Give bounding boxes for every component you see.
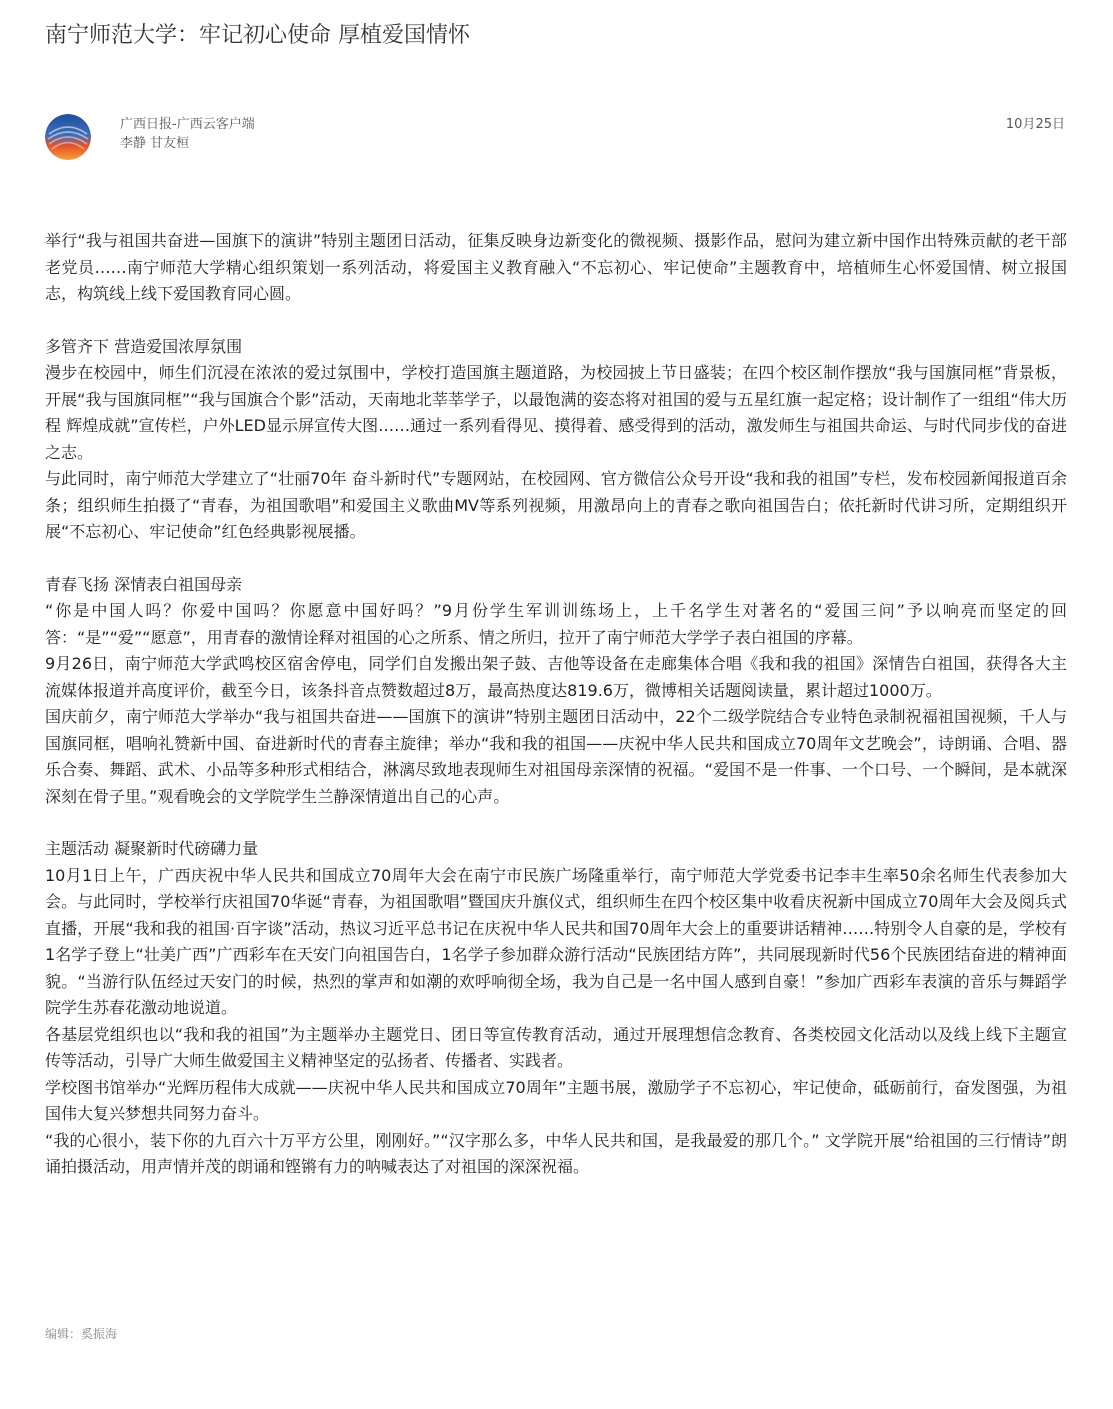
article-title: 南宁师范大学：牢记初心使命 厚植爱国情怀 (45, 23, 470, 48)
section-heading: 主题活动 凝聚新时代磅礴力量 (45, 839, 259, 858)
body-paragraph: 国庆前夕，南宁师范大学举办“我与祖国共奋进——国旗下的演讲”特别主题团日活动中，22个二级学院结合专业特色录制祝福祖国视频，千人与国旗同框，唱响礼赞新中国、奋进新时代的青春主旋律；举办“我和我的祖国——庆祝中华人民共和国成立70周年文艺晚会”，诗朗诵、合唱、器乐合奏、舞蹈、武术、小品等多种形式相结合，淋漓尽致地表现师生对祖国母亲深情的祝福。“爱国不是一件事、一个口号、一个瞬间，是本就深深刻在骨子里。”观看晚会的文学院学生兰静深情道出自己的心声。 (45, 707, 1067, 806)
article-date: 10月25日 (1005, 117, 1065, 132)
body-paragraph: “你是中国人吗？你爱中国吗？你愿意中国好吗？”9月份学生军训训练场上，上千名学生对著名的“爱国三问”予以响亮而坚定的回答：“是”“爱”“愿意”，用青春的激情诠释对祖国的心之所系、情之所归，拉开了南宁师范大学学子表白祖国的序幕。 (45, 601, 1067, 647)
source-logo-icon[interactable] (45, 114, 91, 160)
body-paragraph: 9月26日，南宁师范大学武鸣校区宿舍停电，同学们自发搬出架子鼓、吉他等设备在走廊集体合唱《我和我的祖国》深情告白祖国，获得各大主流媒体报道并高度评价，截至今日，该条抖音点赞数超过8万，最高热度达819.6万，微博相关话题阅读量，累计超过1000万。 (45, 654, 1067, 700)
article-editor: 编辑：奚振海 (45, 1327, 118, 1341)
section-heading: 青春飞扬 深情表白祖国母亲 (45, 574, 243, 594)
body-paragraph: 漫步在校园中，师生们沉浸在浓浓的爱过氛围中，学校打造国旗主题道路，为校园披上节日盛装；在四个校区制作摆放“我与国旗同框”背景板，开展“我与国旗同框”“我与国旗合个影”活动，天南地北莘莘学子，以最饱满的姿态将对祖国的爱与五星红旗一起定格；设计制作了一组组“伟大历程 辉煌成就”宣传栏，户外LED显示屏宣传大图……通过一系列看得见、摸得着、感受得到的活动，激发师生与祖国共命运、与时代同步伐的奋进之志。 (45, 363, 1067, 462)
body-paragraph: 与此同时，南宁师范大学建立了“壮丽70年 奋斗新时代”专题网站，在校园网、官方微信公众号开设“我和我的祖国”专栏，发布校园新闻报道百余条；组织师生拍摄了“青春，为祖国歌唱”和爱国主义歌曲MV等系列视频，用激昂向上的青春之歌向祖国告白；依托新时代讲习所，定期组织开展“不忘初心、牢记使命”红色经典影视展播。 (45, 469, 1067, 541)
article-body (45, 228, 1067, 1181)
article-source[interactable]: 广西日报-广西云客户端 (120, 117, 255, 132)
article-meta (45, 114, 1067, 162)
body-paragraph: 学校图书馆举办“光辉历程伟大成就——庆祝中华人民共和国成立70周年”主题书展，激励学子不忘初心，牢记使命，砥砺前行，奋发图强，为祖国伟大复兴梦想共同努力奋斗。 (45, 1077, 1067, 1123)
body-paragraph: “我的心很小，装下你的九百六十万平方公里，刚刚好。”“汉字那么多，中华人民共和国，是我最爱的那几个。” 文学院开展“给祖国的三行情诗”朗诵拍摄活动，用声情并茂的朗诵和铿锵有力的呐喊表达了对祖国的深深祝福。 (45, 1130, 1067, 1176)
article-intro: 举行“我与祖国共奋进—国旗下的演讲”特别主题团日活动，征集反映身边新变化的微视频、摄影作品，慰问为建立新中国作出特殊贡献的老干部老党员……南宁师范大学精心组织策划一系列活动，将爱国主义教育融入“不忘初心、牢记使命”主题教育中，培植师生心怀爱国情、树立报国志，构筑线上线下爱国教育同心圆。 (45, 231, 1067, 303)
section-heading: 多管齐下 营造爱国浓厚氛围 (45, 336, 243, 356)
body-paragraph: 各基层党组织也以“我和我的祖国”为主题举办主题党日、团日等宣传教育活动，通过开展理想信念教育、各类校园文化活动以及线上线下主题宣传等活动，引导广大师生做爱国主义精神坚定的弘扬者、传播者、实践者。 (45, 1024, 1067, 1070)
article-authors: 李静 甘友桓 (120, 136, 190, 151)
body-paragraph: 10月1日上午，广西庆祝中华人民共和国成立70周年大会在南宁市民族广场隆重举行，南宁师范大学党委书记李丰生率50余名师生代表参加大会。与此同时，学校举行庆祖国70华诞“青春，为祖国歌唱”暨国庆升旗仪式，组织师生在四个校区集中收看庆祝新中国成立70周年大会及阅兵式直播，开展“我和我的祖国·百字谈”活动，热议习近平总书记在庆祝中华人民共和国70周年大会上的重要讲话精神……特别令人自豪的是，学校有1名学子登上“壮美广西”广西彩车在天安门向祖国告白，1名学子参加群众游行活动“民族团结方阵”，共同展现新时代56个民族团结奋进的精神面貌。“当游行队伍经过天安门的时候，热烈的掌声和如潮的欢呼响彻全场，我为自己是一名中国人感到自豪！”参加广西彩车表演的音乐与舞蹈学院学生苏春花激动地说道。 (45, 865, 1067, 1017)
